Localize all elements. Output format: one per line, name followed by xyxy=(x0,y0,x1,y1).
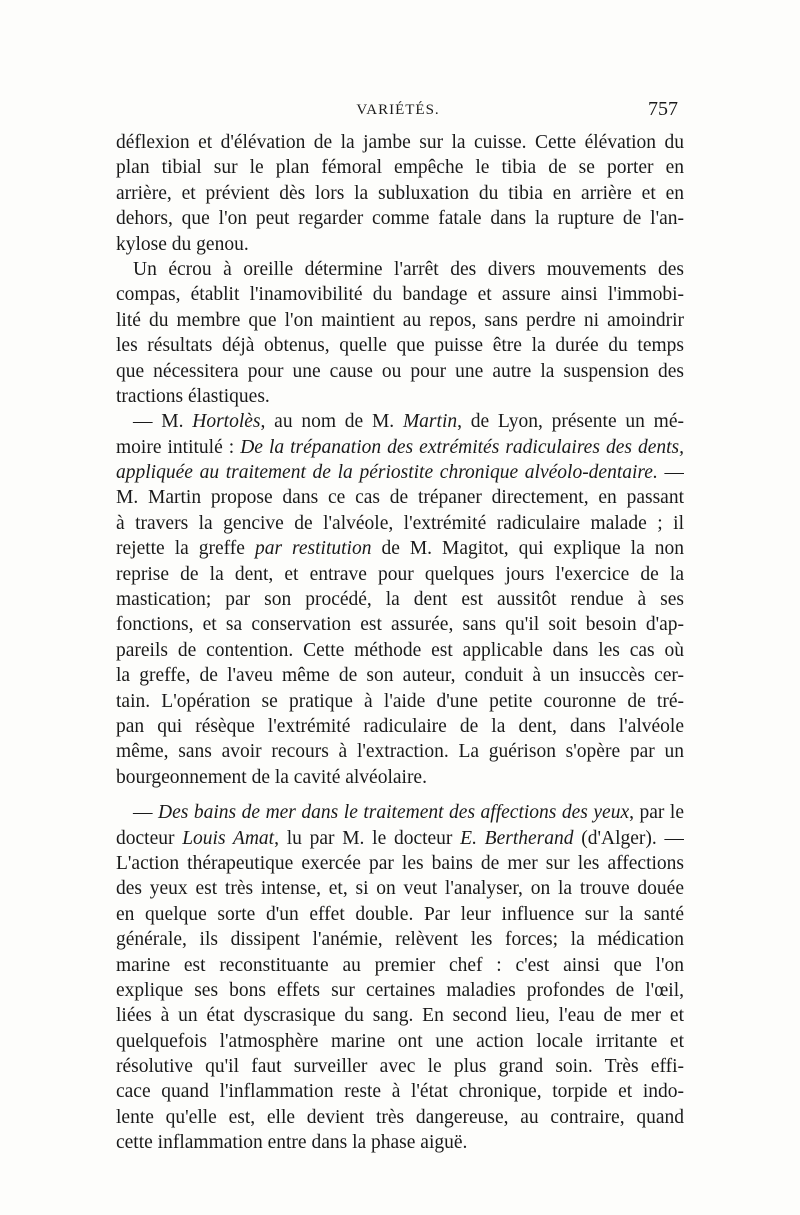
text-line: liées à un état dyscrasique du sang. En second lieu, l'eau de mer et xyxy=(116,1005,684,1027)
text-line: lité du membre que l'on maintient au repos, sans perdre ni amoindrir xyxy=(116,309,684,331)
text-run: , de Lyon, présente un mé- xyxy=(457,411,684,433)
text-line: kylose du genou. xyxy=(116,233,249,255)
text-line: des yeux est très intense, et, si on veut l'analyser, on la trouve douée xyxy=(116,878,684,900)
body-text xyxy=(116,130,684,1156)
text-line: cace quand l'inflammation reste à l'état chronique, torpide et indo- xyxy=(116,1081,684,1103)
italic-term: par restitution xyxy=(254,538,372,560)
text-line xyxy=(116,460,684,485)
text-run: moire intitulé : xyxy=(116,436,241,458)
text-line: explique ses bons effets sur certaines maladies profondes de l'œil, xyxy=(116,979,684,1001)
text-run: — M. xyxy=(133,411,193,433)
text-line: la greffe, de l'aveu même de son auteur, conduit à un insuccès cer- xyxy=(116,665,684,687)
text-line: bourgeonnement de la cavité alvéolaire. xyxy=(116,766,427,788)
text-line: cette inflammation entre dans la phase aiguë. xyxy=(116,1132,468,1154)
text-line: les résultats déjà obtenus, quelle que puisse être la durée du temps xyxy=(116,335,684,357)
paper-title: Des bains de mer dans le traitement des affections des yeux xyxy=(158,802,630,824)
text-line xyxy=(116,800,684,825)
text-line: pan qui résèque l'extrémité radiculaire de la dent, dans l'alvéole xyxy=(116,715,684,737)
text-run: (d'Alger). — xyxy=(573,827,684,849)
text-line: en quelque sorte d'un effet double. Par leur influence sur la santé xyxy=(116,903,684,925)
text-run: — xyxy=(133,802,159,824)
text-line: générale, ils dissipent l'anémie, relèvent les forces; la médication xyxy=(116,929,684,951)
memoir-title: De la trépanation des extrémités radiculaires des dents, xyxy=(240,436,684,458)
text-line xyxy=(116,409,684,434)
memoir-title: appliquée au traitement de la périostite chronique alvéolo-dentaire. xyxy=(116,462,658,484)
text-run: , par le xyxy=(629,802,684,824)
text-line: résolutive qu'il faut surveiller avec le plus grand soin. Très effi- xyxy=(116,1056,684,1078)
page-number: 757 xyxy=(648,98,678,120)
text-line: lente qu'elle est, elle devient très dangereuse, au contraire, quand xyxy=(116,1106,684,1128)
text-line: Un écrou à oreille détermine l'arrêt des divers mouvements des xyxy=(133,258,684,280)
text-run: docteur xyxy=(116,827,183,849)
text-line: plan tibial sur le plan fémoral empêche le tibia de se porter en xyxy=(116,157,684,179)
text-line: compas, établit l'inamovibilité du bandage et assure ainsi l'immobi- xyxy=(116,284,684,306)
text-line: arrière, et prévient dès lors la subluxation du tibia en arrière et en xyxy=(116,182,684,204)
text-run: rejette la greffe xyxy=(116,538,255,560)
text-line: tain. L'opération se pratique à l'aide d'une petite couronne de tré- xyxy=(116,690,684,712)
paragraph-2 xyxy=(116,257,684,409)
author-name: E. Bertherand xyxy=(460,827,574,849)
text-line xyxy=(116,536,684,561)
text-run: — xyxy=(657,462,684,484)
text-line: fonctions, et sa conservation est assurée, sans qu'il soit besoin d'ap- xyxy=(116,614,684,636)
author-name: Louis Amat xyxy=(182,827,275,849)
text-line: dehors, que l'on peut regarder comme fatale dans la rupture de l'an- xyxy=(116,208,684,230)
text-line: même, sans avoir recours à l'extraction. La guérison s'opère par un xyxy=(116,741,684,763)
text-line: à travers la gencive de l'alvéole, l'extrémité radiculaire malade ; il xyxy=(116,512,684,534)
text-run: de M. Magitot, qui explique la non xyxy=(371,538,684,560)
text-line: reprise de la dent, et entrave pour quelques jours l'exercice de la xyxy=(116,563,684,585)
text-line: quelquefois l'atmosphère marine ont une action locale irritante et xyxy=(116,1030,684,1052)
text-line xyxy=(116,826,684,851)
text-line xyxy=(116,435,684,460)
text-line: mastication; par son procédé, la dent est aussitôt rendue à ses xyxy=(116,589,684,611)
text-line: M. Martin propose dans ce cas de trépaner directement, en passant xyxy=(116,487,684,509)
text-line: tractions élastiques. xyxy=(116,385,270,407)
paragraph-4 xyxy=(116,800,684,1155)
paragraph-3 xyxy=(116,409,684,790)
text-line: marine est reconstituante au premier chef : c'est ainsi que l'on xyxy=(116,954,684,976)
text-line: pareils de contention. Cette méthode est applicable dans les cas où xyxy=(116,639,684,661)
text-run: , au nom de M. xyxy=(260,411,403,433)
page-header xyxy=(118,98,678,124)
running-head: VARIÉTÉS. xyxy=(356,102,440,118)
text-line: déflexion et d'élévation de la jambe sur la cuisse. Cette élévation du xyxy=(116,132,684,153)
text-line: L'action thérapeutique exercée par les bains de mer sur les affections xyxy=(116,852,684,874)
paragraph-1 xyxy=(116,130,684,257)
author-name: Martin xyxy=(402,411,458,433)
author-name: Hortolès xyxy=(192,411,261,433)
text-run: , lu par M. le docteur xyxy=(274,827,461,849)
text-line: que nécessitera pour une cause ou pour une autre la suspension des xyxy=(116,360,684,382)
